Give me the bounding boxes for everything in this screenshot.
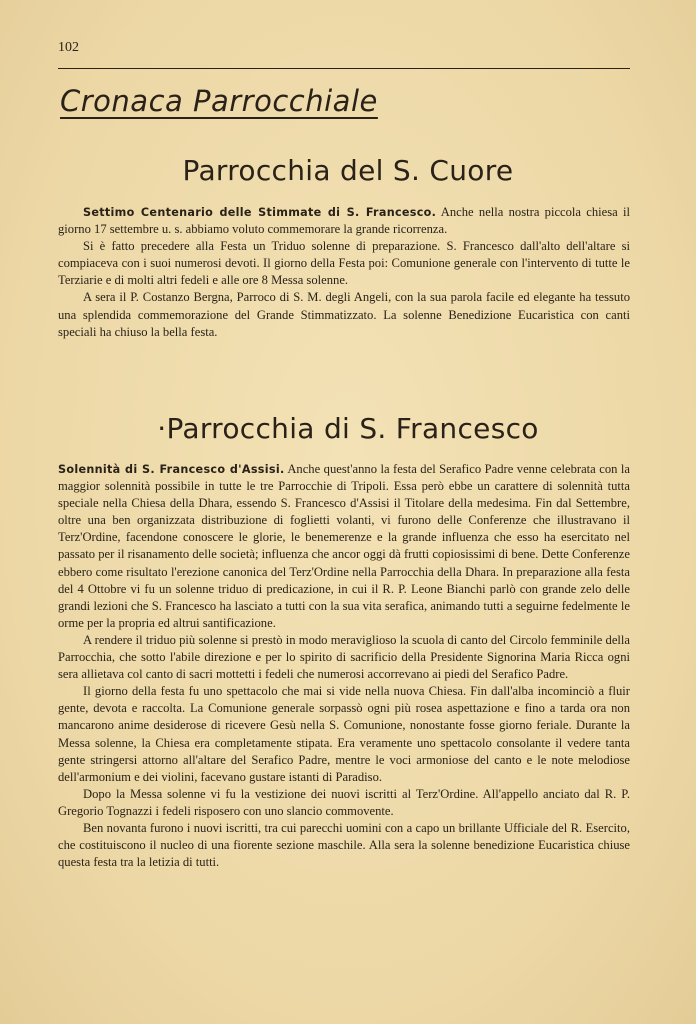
- parish-st-francis-text: [58, 461, 630, 871]
- paragraph: Dopo la Messa solenne vi fu la vestizione dei nuovi iscritti al Terz'Ordine. All'appello anciato dal R. P. Gregorio Tognazzi i fedeli risposero con uno slancio commovente.: [58, 786, 630, 818]
- paragraph-text: Anche nella nostra piccola chiesa il giorno 17 settembre u. s. abbiamo voluto commemorare la grande ricorrenza.: [58, 205, 630, 237]
- paragraph: Il giorno della festa fu uno spettacolo che mai si vide nella nuova Chiesa. Fin dall'alba incominciò a fluir gente, devota e raccolta. La Comunione generale sorpassò ogni più rosea aspettazione e fino a tarda ora non mancarono anime desiderose di ricevere Gesù nella S. Comunione, nonostante fosse giorno feriale. Durante la Messa solenne, la Chiesa era completamente stipata. Era veramente uno spettacolo consolante il vedere tanta gente stringersi attorno all'altare del Serafico Padre, mentre le voci armoniose del canto e le note melodiose dell'armonium e dei violini, facevano gustare istanti di Paradiso.: [58, 684, 630, 784]
- lead-heading: Settimo Centenario delle Stimmate di S. Francesco.: [83, 206, 437, 219]
- parish-title-sacred-heart: Parrocchia del S. Cuore: [182, 154, 514, 187]
- paragraph: Ben novanta furono i nuovi iscritti, tra cui parecchi uomini con a capo un brillante Ufficiale del R. Esercito, che costituiscono il nucleo di una fiorente sezione maschile. Alla sera la solenne benedizione Eucaristica chiuse questa festa tra la letizia di tutti.: [58, 820, 630, 870]
- paragraph: A rendere il triduo più solenne si prestò in modo meraviglioso la scuola di canto del Circolo femminile della Parrocchia, che sotto l'abile direzione e per lo spirito di sacrificio della Presidente Signorina Maria Ricca ogni sera allietava col canto di sacri mottetti i fedeli che numerosi accorrevano ai piedi del Serafico Padre.: [58, 632, 630, 682]
- parish-title-st-francis: ·Parrocchia di S. Francesco: [157, 412, 539, 445]
- paragraph: A sera il P. Costanzo Bergna, Parroco di S. M. degli Angeli, con la sua parola facile ed elegante ha tessuto una splendida commemorazione del Grande Stimmatizzato. La solenne Benedizione Eucaristica con canti speciali ha chiuso la bella festa.: [58, 290, 630, 339]
- paragraph: Si è fatto precedere alla Festa un Triduo solenne di preparazione. S. Francesco dall'alto dell'altare si compiaceva con i suoi numerosi devoti. Il giorno della Festa poi: Comunione generale con l'intervento di tutte le Terziarie e di molti altri fedeli e alle ore 8 Messa solenne.: [58, 239, 630, 288]
- paragraph: [58, 204, 630, 238]
- section-heading: Cronaca Parrocchiale: [60, 84, 378, 118]
- paragraph-text: Anche quest'anno la festa del Serafico Padre venne celebrata con la maggior solennità possibile in tutte le tre Parrocchie di Tripoli. Essa però ebbe un carattere di solennità tutta speciale nella Chiesa della Dhara, essendo S. Francesco d'Assisi il Titolare della medesima. Fin dal Settembre, oltre una ben organizzata distribuzione di foglietti volanti, vi furono delle Conferenze che illustravano il Terz'Ordine, facendone conoscere le glorie, le benemerenze e la grande influenza che esso ha esercitato nel passato per il risanamento delle società; influenza che ancor oggi dà frutti copiosissimi di bene. Dette Conferenze ebbero come risultato l'erezione canonica del Terz'Ordine nella Parrocchia della Dhara. In preparazione alla festa del 4 Ottobre vi fu un solenne triduo di predicazione, in cui il R. P. Leone Bianchi parlò con grande zelo delle grandi lezioni che S. Francesco ha lasciato a tutti con la sua vita serafica, animando tutti a seguirne fedelmente le orme per la propria ed altrui santificazione.: [58, 462, 630, 630]
- parish-sacred-heart-text: [58, 204, 630, 341]
- page-number: 102: [58, 40, 79, 55]
- top-rule: [58, 68, 630, 69]
- paragraph: [58, 461, 630, 632]
- lead-heading: Solennità di S. Francesco d'Assisi.: [58, 463, 285, 476]
